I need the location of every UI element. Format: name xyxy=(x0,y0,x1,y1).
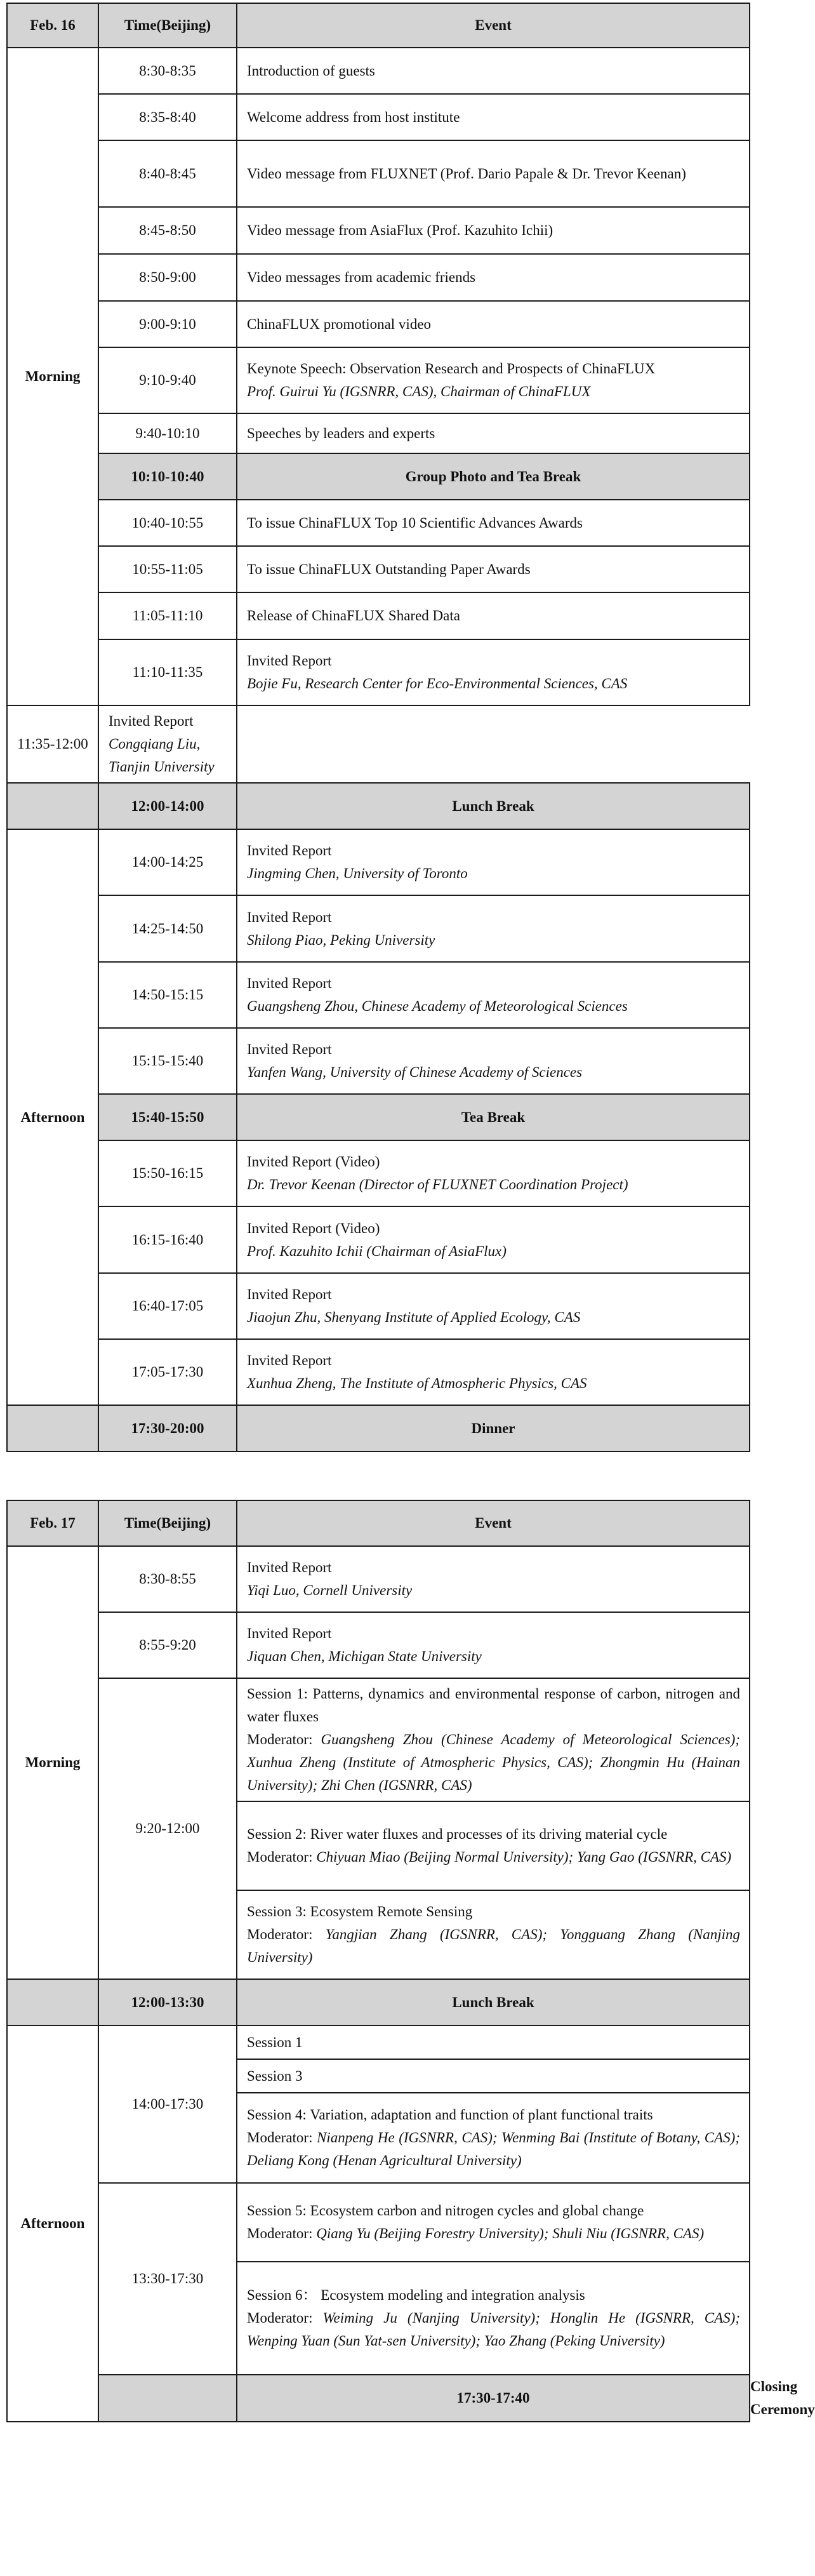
break-row xyxy=(7,1405,750,1452)
blank-cell xyxy=(7,1979,98,2025)
table-row xyxy=(7,962,750,1028)
row-event: Lunch Break xyxy=(237,783,750,829)
blank-cell xyxy=(7,783,98,829)
break-row xyxy=(7,453,750,500)
row-event: ChinaFLUX promotional video xyxy=(237,301,750,347)
break-row: 17:30-17:40 Closing Ceremony xyxy=(7,2375,750,2422)
speaker: Dr. Trevor Keenan (Director of FLUXNET Coordination Project) xyxy=(247,1177,628,1192)
session-cell xyxy=(237,2093,750,2183)
row-time: 15:15-15:40 xyxy=(98,1028,237,1094)
event-title: Invited Report xyxy=(247,843,332,858)
speaker: Congqiang Liu, Tianjin University xyxy=(109,736,215,775)
row-time: 9:00-9:10 xyxy=(98,301,237,347)
row-event xyxy=(237,347,750,413)
session-cell xyxy=(237,1890,750,1979)
row-event xyxy=(237,1273,750,1339)
row-event xyxy=(237,1339,750,1405)
speaker: Jiquan Chen, Michigan State University xyxy=(247,1648,482,1664)
speaker: Jiaojun Zhu, Shenyang Institute of Applied Ecology, CAS xyxy=(247,1309,581,1325)
row-event: Video message from FLUXNET (Prof. Dario Papale & Dr. Trevor Keenan) xyxy=(237,140,750,207)
table-row xyxy=(7,500,750,546)
row-event: Dinner xyxy=(237,1405,750,1452)
row-time: 10:10-10:40 xyxy=(98,453,237,500)
row-time: 8:40-8:45 xyxy=(98,140,237,207)
row-event xyxy=(237,1206,750,1273)
row-time: 12:00-13:30 xyxy=(98,1979,237,2025)
speaker: Yanfen Wang, University of Chinese Academy of Sciences xyxy=(247,1064,583,1080)
moderator-label: Moderator: xyxy=(247,2310,323,2326)
session-cell xyxy=(237,1801,750,1890)
date-header: Feb. 17 xyxy=(7,1500,98,1546)
table-row xyxy=(7,1140,750,1206)
speaker: Shilong Piao, Peking University xyxy=(247,931,435,948)
time-header: Time(Beijing) xyxy=(98,3,237,48)
speaker: Yiqi Luo, Cornell University xyxy=(247,1582,413,1598)
row-event: Video message from AsiaFlux (Prof. Kazuhito Ichii) xyxy=(237,207,750,254)
row-time: 11:35-12:00 xyxy=(7,705,98,783)
row-event: To issue ChinaFLUX Top 10 Scientific Advances Awards xyxy=(237,500,750,546)
row-time: 14:50-15:15 xyxy=(98,962,237,1028)
session-title: Session 3: Ecosystem Remote Sensing xyxy=(247,1904,473,1919)
row-event: To issue ChinaFLUX Outstanding Paper Awards xyxy=(237,546,750,592)
table-row xyxy=(7,1206,750,1273)
row-event: Release of ChinaFLUX Shared Data xyxy=(237,592,750,639)
row-event xyxy=(237,1612,750,1678)
event-title: Invited Report xyxy=(247,1041,332,1057)
row-event: Group Photo and Tea Break xyxy=(237,453,750,500)
moderators: Weiming Ju (Nanjing University); Honglin He (IGSNRR, CAS); Wenping Yuan (Sun Yat-sen University); Yao Zhang (Peking University) xyxy=(247,2310,741,2349)
morning-label: Morning xyxy=(7,1546,98,1979)
morning-label: Morning xyxy=(7,48,98,705)
table-row xyxy=(7,829,750,895)
table-row xyxy=(7,705,750,783)
event-header: Event xyxy=(237,3,750,48)
event-title: Invited Report xyxy=(247,653,332,669)
event-title: Keynote Speech: Observation Research and Prospects of ChinaFLUX xyxy=(247,361,656,377)
row-event: Tea Break xyxy=(237,1094,750,1140)
schedule-table-feb17 xyxy=(6,1500,815,2422)
session-cell xyxy=(237,1678,750,1801)
moderator-label: Moderator: xyxy=(247,1926,326,1942)
moderators: Nianpeng He (IGSNRR, CAS); Wenming Bai (Institute of Botany, CAS); Deliang Kong (Henan Agricultural University) xyxy=(247,2130,741,2168)
blank-cell xyxy=(98,2375,237,2422)
row-time: 9:10-9:40 xyxy=(98,347,237,413)
table-row xyxy=(7,1273,750,1339)
row-event xyxy=(237,1028,750,1094)
event-title: Invited Report xyxy=(247,1352,332,1368)
table-row xyxy=(7,94,750,140)
event-header: Event xyxy=(237,1500,750,1546)
row-event xyxy=(237,895,750,962)
row-time: 8:55-9:20 xyxy=(98,1612,237,1678)
speaker: Guangsheng Zhou, Chinese Academy of Meteorological Sciences xyxy=(247,998,628,1014)
moderator-label: Moderator: xyxy=(247,2226,317,2241)
row-time: 15:40-15:50 xyxy=(98,1094,237,1140)
row-event xyxy=(237,962,750,1028)
break-row xyxy=(7,783,750,829)
table-row xyxy=(7,1339,750,1405)
table-row xyxy=(7,2183,750,2262)
row-time: 16:15-16:40 xyxy=(98,1206,237,1273)
row-time: 17:30-17:40 xyxy=(237,2375,750,2422)
row-time: 10:55-11:05 xyxy=(98,546,237,592)
session-cell xyxy=(237,2183,750,2262)
table-row xyxy=(7,413,750,453)
table-row xyxy=(7,1546,750,1612)
row-time: 8:50-9:00 xyxy=(98,254,237,301)
table-row xyxy=(7,140,750,207)
event-title: Invited Report xyxy=(247,975,332,991)
row-time: 10:40-10:55 xyxy=(98,500,237,546)
row-time: 9:40-10:10 xyxy=(98,413,237,453)
speaker: Prof. Guirui Yu (IGSNRR, CAS), Chairman of ChinaFLUX xyxy=(247,384,591,399)
row-event: Video messages from academic friends xyxy=(237,254,750,301)
row-time: 8:30-8:35 xyxy=(98,48,237,94)
break-row xyxy=(7,1094,750,1140)
row-event xyxy=(98,705,237,783)
event-title: Invited Report xyxy=(247,1286,332,1302)
row-time: 11:05-11:10 xyxy=(98,592,237,639)
table-row xyxy=(7,546,750,592)
row-event xyxy=(237,639,750,705)
session-cell: Session 1 xyxy=(237,2025,750,2059)
moderator-label: Moderator: xyxy=(247,1849,317,1865)
row-event: Introduction of guests xyxy=(237,48,750,94)
table-header-row xyxy=(7,1500,750,1546)
row-time: 17:30-20:00 xyxy=(98,1405,237,1452)
schedule-table-feb16 xyxy=(6,3,750,1452)
table-row xyxy=(7,1612,750,1678)
table-row xyxy=(7,1678,750,1801)
speaker: Jingming Chen, University of Toronto xyxy=(247,865,468,881)
blank-cell xyxy=(7,1405,98,1452)
table-row xyxy=(7,895,750,962)
row-event xyxy=(237,1546,750,1612)
moderators: Qiang Yu (Beijing Forestry University); Shuli Niu (IGSNRR, CAS) xyxy=(316,2226,705,2241)
session-title: Session 2: River water fluxes and processes of its driving material cycle xyxy=(247,1826,668,1842)
row-time: 13:30-17:30 xyxy=(98,2183,237,2375)
row-event: Speeches by leaders and experts xyxy=(237,413,750,453)
moderators: Yangjian Zhang (IGSNRR, CAS); Yongguang Zhang (Nanjing University) xyxy=(247,1926,740,1965)
speaker: Prof. Kazuhito Ichii (Chairman of AsiaFlux) xyxy=(247,1243,507,1259)
session-title: Session 4: Variation, adaptation and function of plant functional traits xyxy=(247,2107,653,2123)
event-title: Invited Report (Video) xyxy=(247,1154,380,1170)
session-cell: Session 3 xyxy=(237,2059,750,2093)
event-title: Invited Report xyxy=(247,1559,332,1575)
table-row xyxy=(7,207,750,254)
event-title: Invited Report (Video) xyxy=(247,1220,380,1236)
speaker: Bojie Fu, Research Center for Eco-Environmental Sciences, CAS xyxy=(247,676,628,691)
date-header: Feb. 16 xyxy=(7,3,98,48)
event-title: Invited Report xyxy=(247,909,332,925)
session-title: Session 1: Patterns, dynamics and environmental response of carbon, nitrogen and water fluxes xyxy=(247,1686,740,1725)
afternoon-label: Afternoon xyxy=(7,829,98,1405)
table-row xyxy=(7,592,750,639)
row-event xyxy=(237,829,750,895)
afternoon-label: Afternoon xyxy=(7,2025,98,2422)
event-title: Invited Report xyxy=(109,713,194,729)
row-time: 8:35-8:40 xyxy=(98,94,237,140)
speaker: Xunhua Zheng, The Institute of Atmospheric Physics, CAS xyxy=(247,1375,587,1391)
row-time: 12:00-14:00 xyxy=(98,783,237,829)
table-row xyxy=(7,347,750,413)
session-title: Session 6： Ecosystem modeling and integration analysis xyxy=(247,2287,585,2303)
moderator-label: Moderator: xyxy=(247,1732,321,1747)
row-time: 14:00-17:30 xyxy=(98,2025,237,2183)
table-row xyxy=(7,1028,750,1094)
table-row xyxy=(7,254,750,301)
table-row xyxy=(7,301,750,347)
moderators: Guangsheng Zhou (Chinese Academy of Meteorological Sciences); Xunhua Zheng (Institute of Atmospheric Physics, CAS); Zhongmin Hu (Hainan University); Zhi Chen (IGSNRR, CAS) xyxy=(247,1732,740,1793)
event-title: Invited Report xyxy=(247,1625,332,1641)
row-time: 8:45-8:50 xyxy=(98,207,237,254)
row-time: 15:50-16:15 xyxy=(98,1140,237,1206)
row-time: 8:30-8:55 xyxy=(98,1546,237,1612)
session-cell xyxy=(237,2262,750,2375)
row-event: Lunch Break xyxy=(237,1979,750,2025)
table-row xyxy=(7,639,750,705)
row-time: 14:00-14:25 xyxy=(98,829,237,895)
moderator-label: Moderator: xyxy=(247,2130,317,2146)
table-row xyxy=(7,2025,750,2059)
row-time: 9:20-12:00 xyxy=(98,1678,237,1979)
table-row xyxy=(7,48,750,94)
break-row xyxy=(7,1979,750,2025)
row-time: 17:05-17:30 xyxy=(98,1339,237,1405)
row-event xyxy=(237,1140,750,1206)
moderators: Chiyuan Miao (Beijing Normal University); Yang Gao (IGSNRR, CAS) xyxy=(316,1849,732,1865)
table-header-row xyxy=(7,3,750,48)
row-time: 14:25-14:50 xyxy=(98,895,237,962)
row-time: 11:10-11:35 xyxy=(98,639,237,705)
row-event: Welcome address from host institute xyxy=(237,94,750,140)
time-header: Time(Beijing) xyxy=(98,1500,237,1546)
row-time: 16:40-17:05 xyxy=(98,1273,237,1339)
session-title: Session 5: Ecosystem carbon and nitrogen cycles and global change xyxy=(247,2203,644,2219)
